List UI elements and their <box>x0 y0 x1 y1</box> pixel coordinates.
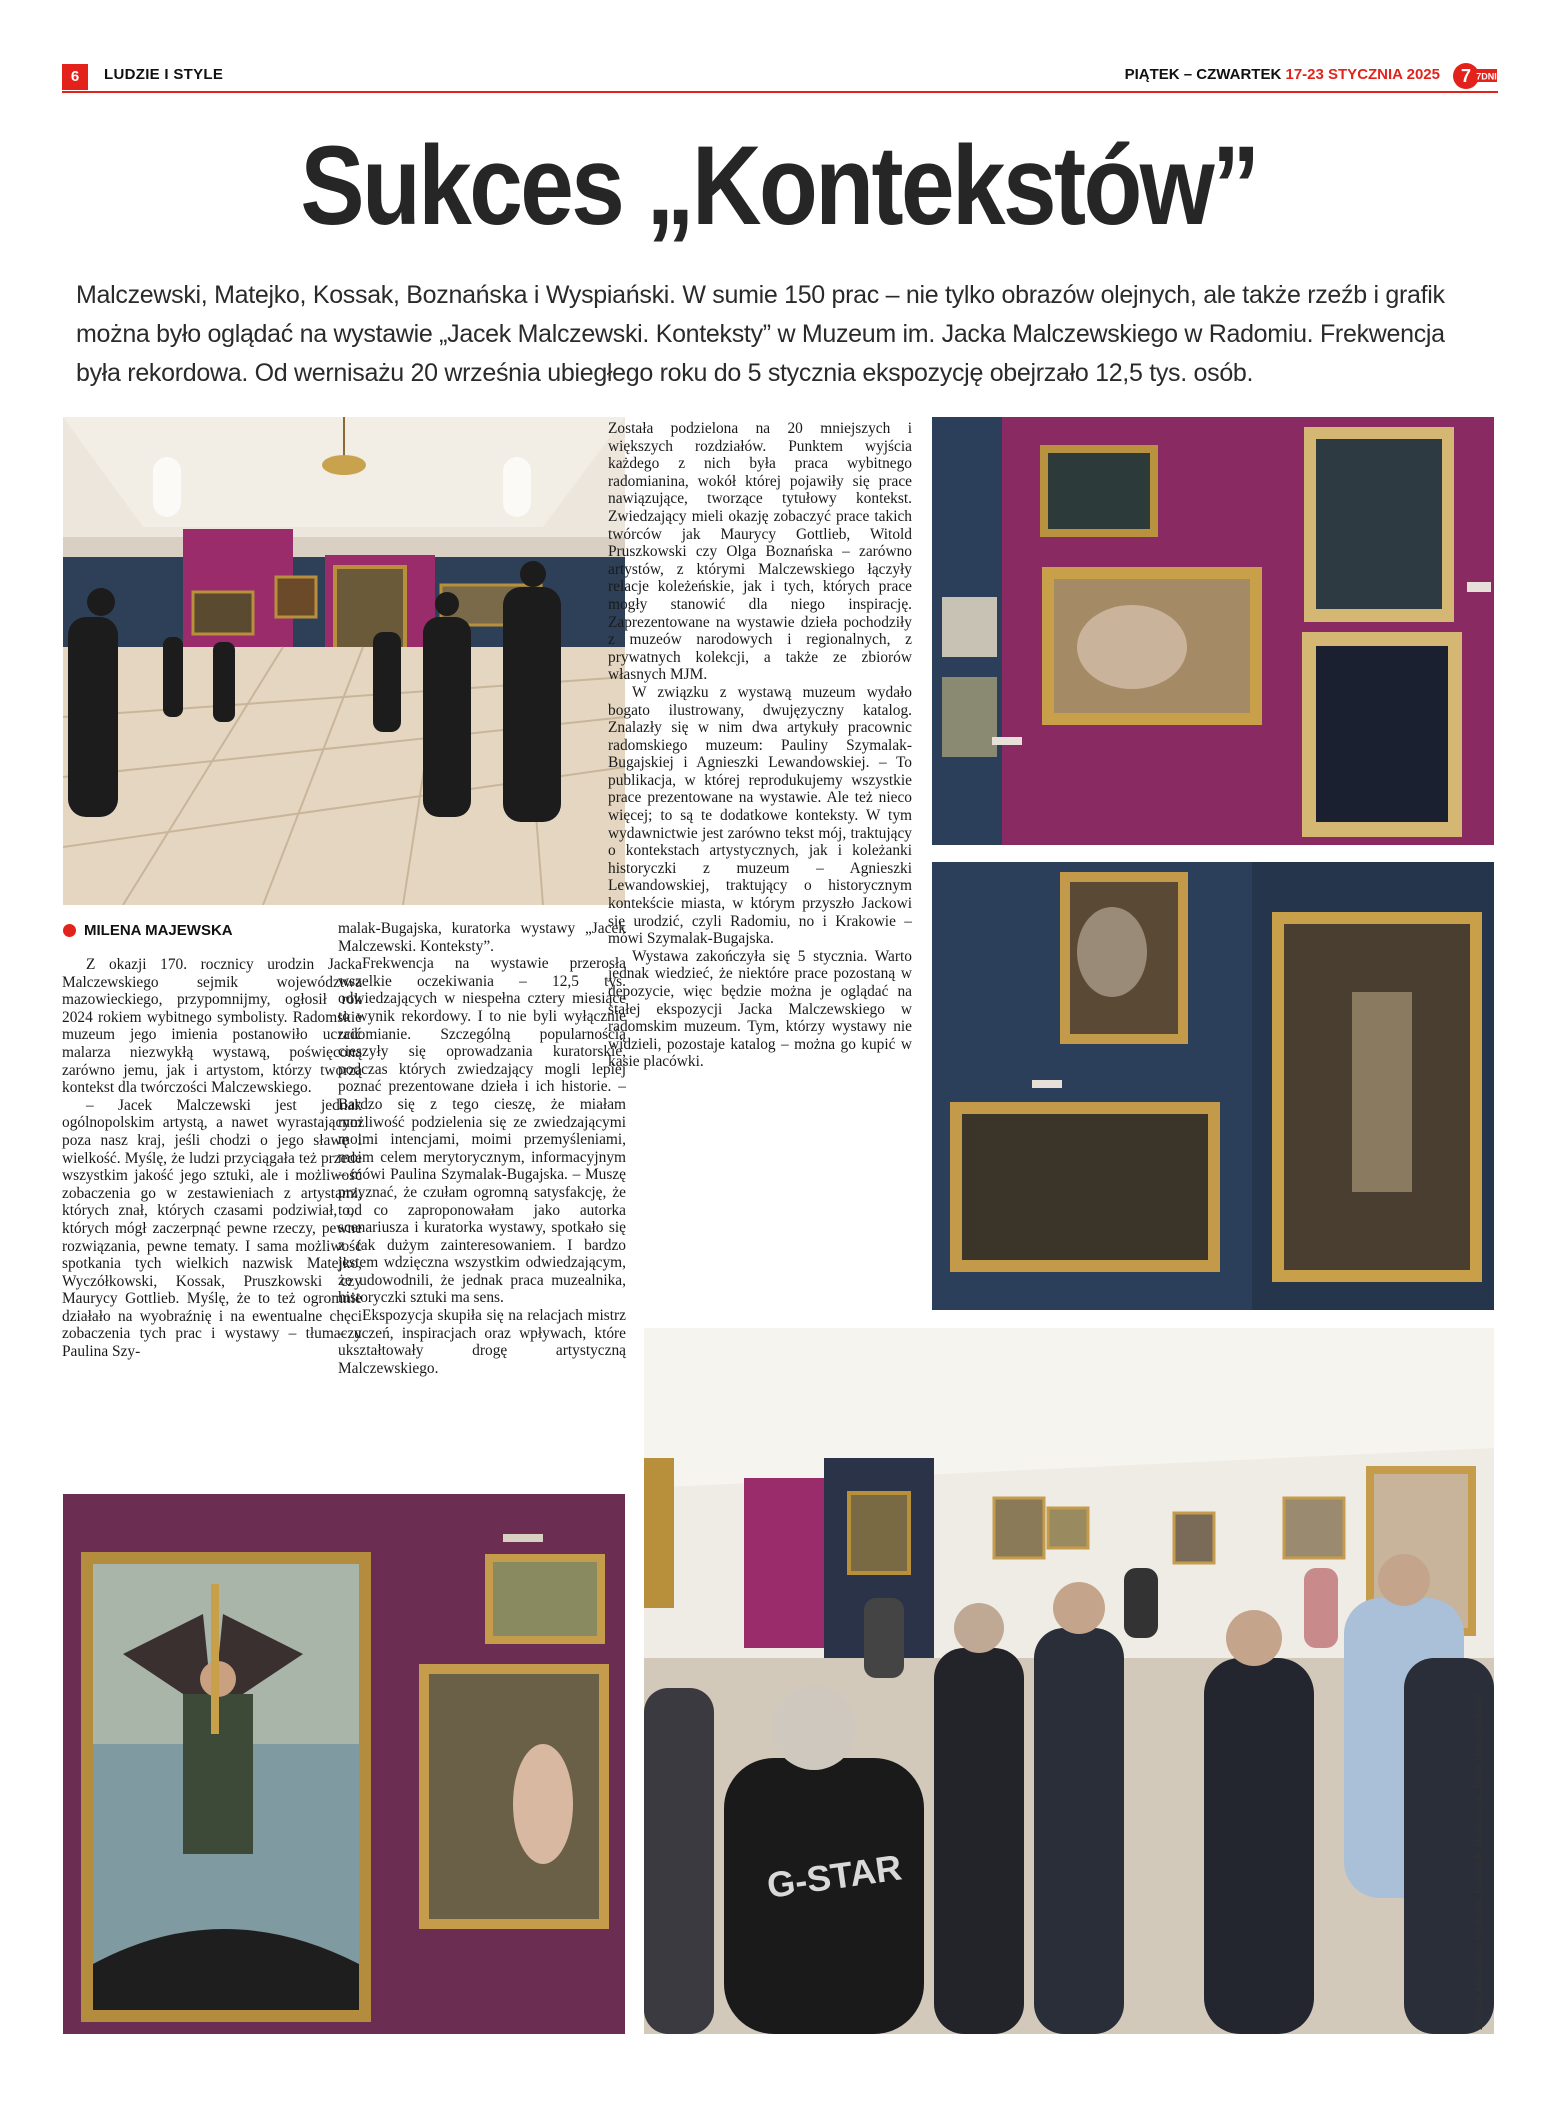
byline-dot-icon <box>63 924 76 937</box>
shirt-print: G-STAR <box>764 1846 905 1906</box>
logo-text: 7DNI <box>1476 71 1497 82</box>
article-title: Sukces „Kontekstów” <box>300 123 1258 248</box>
photo-visitors <box>644 1328 1494 2034</box>
issue-date-range: 17-23 STYCZNIA 2025 <box>1285 66 1440 83</box>
svg-text:7: 7 <box>1460 66 1472 86</box>
photo-magenta-wall <box>932 417 1494 845</box>
article-column-1 <box>62 956 362 1361</box>
paragraph: Frekwencja na wystawie przerosła wszelkie oczekiwania – 12,5 tys. odwiedzających w niespełna cztery miesiące to wynik rekordowy. I to nie byli wyłącznie radomianie. Szczególną popularnością cieszyły się oprowadzania kuratorskie, podczas których zwiedzający mogli lepiej poznać prezentowane dzieła i ich historie. – Bardzo się z tego cieszę, że miałam możliwość podzielenia się ze zwiedzającymi moimi intencjami, moimi przemyśleniami, moim celem merytorycznym, informacyjnym – mówi Paulina Szymalak-Bugajska. – Muszę przyznać, że czułam ogromną satysfakcję, że to, co zaproponowałam jako autorka scenariusza i kuratorka wystawy, spotkało się z tak dużym zainteresowaniem. I bardzo jestem wdzięczna wszystkim odwiedzającym, że udowodnili, że jednak praca muzealnika, historyczki sztuki ma sens. <box>338 955 626 1307</box>
paragraph: malak-Bugajska, kuratorka wystawy „Jacek Malczewski. Konteksty”. <box>338 920 626 955</box>
paragraph: – Jacek Malczewski jest jednak ogólnopolskim artystą, a nawet wyrastającym poza nasz kraj, jeśli chodzi o jego sławę i wielkość. Myślę, że ludzi przyciągała też przede wszystkim jakość jego sztuki, ale i możliwość zobaczenia go w zestawieniach z artystami, których znał, których czasami podziwiał, od których mógł zaczerpnąć pewne rzeczy, pewne rozwiązania, pewne tematy. I sama możliwość spotkania tych wielkich nazwisk Matejko, Wyczółkowski, Kossak, Pruszkowski czy Maurycy Gottlieb. Myślę, że to też ogromnie działało na wyobraźnię i na ewentualne chęci zobaczenia tych prac i wystawy – tłumaczy Paulina Szy- <box>62 1096 362 1361</box>
newspaper-logo <box>1452 60 1498 92</box>
article-lead: Malczewski, Matejko, Kossak, Boznańska i Wyspiański. W sumie 150 prac – nie tylko obrazów olejnych, ale także rzeźb i grafik można było oglądać na wystawie „Jacek Malczewski. Konteksty” w Muzeum im. Jacka Malczewskiego w Radomiu. Frekwencja była rekordowa. Od wernisażu 20 września ubiegłego roku do 5 stycznia ekspozycję obejrzało 12,5 tys. osób. <box>76 281 1445 387</box>
section-name: LUDZIE I STYLE <box>104 66 224 83</box>
issue-days: PIĄTEK – CZWARTEK <box>1124 66 1282 83</box>
paragraph: Wystawa zakończyła się 5 stycznia. Warto jednak wiedzieć, że niektóre prace pozostaną w depozycie, więc będzie można je oglądać na stałej ekspozycji Jacka Malczewskiego w radomskim muzeum. Tym, którzy wystawy nie widzieli, pozostaje katalog – można go kupić w kasie placówki. <box>608 947 912 1071</box>
paragraph: Została podzielona na 20 mniejszych i większych rozdziałów. Punktem wyjścia każdego z nich była praca wybitnego radomianina, wokół której pojawiły się prace nawiązujące, tworzące tytułowy kontekst. Zwiedzający mieli okazję zobaczyć prace takich twórców jak Maurycy Gottlieb, Witold Pruszkowski czy Olga Boznańska – zarówno artystów, z którymi Malczewskiego łączyły relacje koleżeńskie, jak i tych, których prace mogły stanowić dla niego inspirację. Zaprezentowane na wystawie dzieła pochodziły z muzeów narodowych i regionalnych, z prywatnych kolekcji, a także ze zbiorów własnych MJM. <box>608 420 912 684</box>
photo-purple-wall-paintings <box>63 1494 625 2034</box>
page-number: 6 <box>62 64 88 90</box>
photo-gallery-hall <box>63 417 625 905</box>
header-rule <box>62 91 1498 93</box>
article-column-3 <box>608 420 912 1071</box>
author-name: MILENA MAJEWSKA <box>84 922 233 939</box>
photo-credit: Zdjęcia: Aleksandra Podlaska, facebook: Muzeum im. Jacka Malczewskiego <box>1474 1693 1485 2030</box>
author-byline <box>63 922 233 939</box>
article-column-2 <box>338 920 626 1377</box>
paragraph: Ekspozycja skupiła się na relacjach mistrz – uczeń, inspiracjach oraz wpływach, które ukształtowały drogę artystyczną Malczewskiego. <box>338 1307 626 1377</box>
paragraph: W związku z wystawą muzeum wydało bogato ilustrowany, dwujęzyczny katalog. Znalazły się w nim dwa artykuły pracownic radomskiego muzeum: Pauliny Szymalak-Bugajskiej i Agnieszki Lewandowskiej. – To publikacja, w której reprodukujemy wszystkie prace prezentowane na wystawie. Ale też nieco więcej; to są te dodatkowe konteksty. W tym wydawnictwie jest zarówno tekst mój, traktujący o kontekstach artystycznych, jak i koleżanki historyczki z muzeum – Agnieszki Lewandowskiej, traktujący o historycznym kontekście miasta, w którym przyszło Jackowi się urodzić, czyli Radomiu, no i Krakowie – mówi Szymalak-Bugajska. <box>608 683 912 948</box>
paragraph: Z okazji 170. rocznicy urodzin Jacka Malczewskiego sejmik województwa mazowieckiego, przypomnijmy, ogłosił rok 2024 rokiem wybitnego symbolisty. Radomskie muzeum jego imienia postanowiło uczcić malarza niezwykłą wystawą, poświęconą zarówno jemu, jak i artystom, którzy tworzą kontekst dla twórczości Malczewskiego. <box>62 956 362 1097</box>
photo-navy-wall <box>932 862 1494 1310</box>
issue-date <box>1125 66 1440 83</box>
